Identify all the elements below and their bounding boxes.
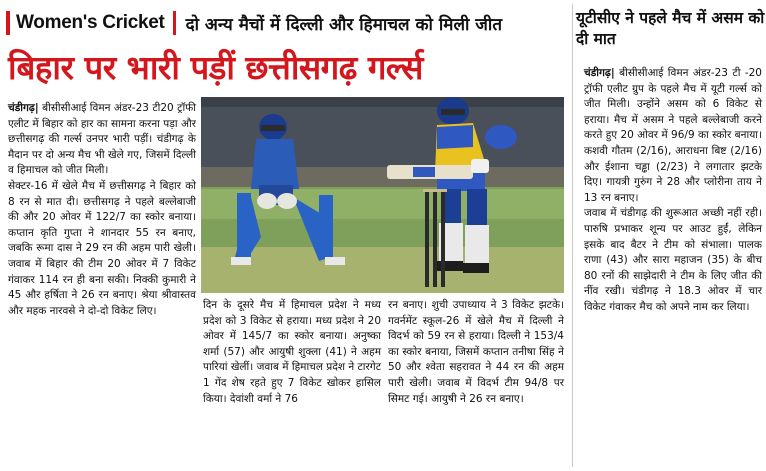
article-text: बीसीसीआई विमन अंडर-23 टी -20 ट्रॉफी एलीट ग्रुप के पहले मैच में यूटी गर्ल्स को जीत मिली। उन्होंने असम को 6 विकेट से हराया। मैच में असम ने पहले बल्लेबाजी करने करते हुए 20 ओवर में 96/9 का स्कोर बनाया। कशवी गौतम (2/16), आराधना बिष्ट (2/16) और ईशाना चड्ढा (2/23) ने लगातार झटके दिए। गायत्री गुरुंग ने 28 और प्लोरीना ताय ने 13 रन बनाए। (584, 67, 762, 204)
column-divider (572, 4, 573, 467)
story-kicker-row (6, 6, 568, 40)
side-article-column (584, 66, 762, 316)
article-text: बीसीसीआई विमन अंडर-23 टी20 ट्रॉफी एलीट में बिहार को हार का सामना करना पड़ा और छत्तीसगढ़ की गर्ल्स उनपर भारी पड़ीं। चंडीगढ़ के मैदान पर दो अन्य मैच भी खेले गए, जिसमें दिल्ली व हिमाचल को जीत मिली। (8, 102, 196, 177)
article-paragraph: रन बनाए। शुची उपाध्याय ने 3 विकेट झटके। गवर्नमेंट स्कूल-26 में खेले मैच में दिल्ली ने विदर्भ को 59 रन से हराया। दिल्ली ने 153/4 का स्कोर बनाया, जिसमें कप्तान तनीषा सिंह ने 50 और श्वेता सहरावत ने 44 रन की अहम पारी खेली। जवाब में विदर्भ टीम 94/8 पर सिमट गई। आयुषी ने 26 रन बनाए। (388, 299, 564, 405)
article-column-1 (8, 101, 196, 319)
kicker-separator (173, 11, 176, 35)
article-paragraph (8, 101, 196, 179)
match-photo (201, 97, 564, 293)
side-story (576, 0, 766, 471)
story-kicker: दो अन्य मैचों में दिल्ली और हिमाचल को मिली जीत (185, 14, 503, 35)
section-label: Women's Cricket (16, 12, 165, 33)
article-paragraph (584, 66, 762, 206)
article-column-3 (388, 298, 564, 407)
dateline: चंडीगढ़| (8, 102, 39, 114)
article-paragraph: जवाब में चंडीगढ़ की शुरूआत अच्छी नहीं रही। पारुषि प्रभाकर शून्य पर आउट हुईं, लेकिन इसके बाद बैटर ने टीम को संभाला। पालक राणा (43) और सारा महाजन (35) के बीच 80 रनों की साझेदारी ने टीम के लिए जीत की नींव रखी। चंडीगढ़ ने 18.3 ओवर में चार विकेट गंवाकर मैच को अपने नाम कर लिया। (584, 207, 762, 313)
dateline: चंडीगढ़| (584, 67, 615, 79)
main-headline: बिहार पर भारी पड़ीं छत्तीसगढ़ गर्ल्स (8, 48, 423, 87)
section-marker (6, 11, 10, 35)
article-paragraph: दिन के दूसरे मैच में हिमाचल प्रदेश ने मध्य प्रदेश को 3 विकेट से हराया। मध्य प्रदेश ने 20 ओवर में 145/7 का स्कोर बनाया। अनुष्का शर्मा (57) और आयुषी शुक्ला (41) ने अहम पारियां खेलीं। जवाब में हिमाचल प्रदेश ने टारगेट 1 गेंद शेष रहते हुए 7 विकेट खोकर हासिल किया। देवांशी वर्मा ने 76 (203, 299, 382, 405)
cricket-photo-illustration (201, 97, 564, 293)
article-column-2 (203, 298, 381, 407)
article-paragraph: सेक्टर-16 में खेले मैच में छत्तीसगढ़ ने बिहार को 8 रन से मात दी। छत्तीसगढ़ ने पहले बल्लेबाजी की और 20 ओवर में 122/7 का स्कोर बनाया। कप्तान कृति गुप्ता ने शानदार 55 रन बनाए, जबकि रूमा दास ने 29 रन की अहम पारी खेली। जवाब में बिहार की टीम 20 ओवर में 7 विकेट गंवाकर 114 रन ही बना सकी। निक्की कुमारी ने 45 और हर्षिता ने 26 रन बनाए। श्रेया श्रीवास्तव और महक नारवसे ने दो-दो विकेट लिए। (8, 179, 196, 317)
side-headline: यूटीसीए ने पहले मैच में असम को दी मात (576, 9, 765, 48)
